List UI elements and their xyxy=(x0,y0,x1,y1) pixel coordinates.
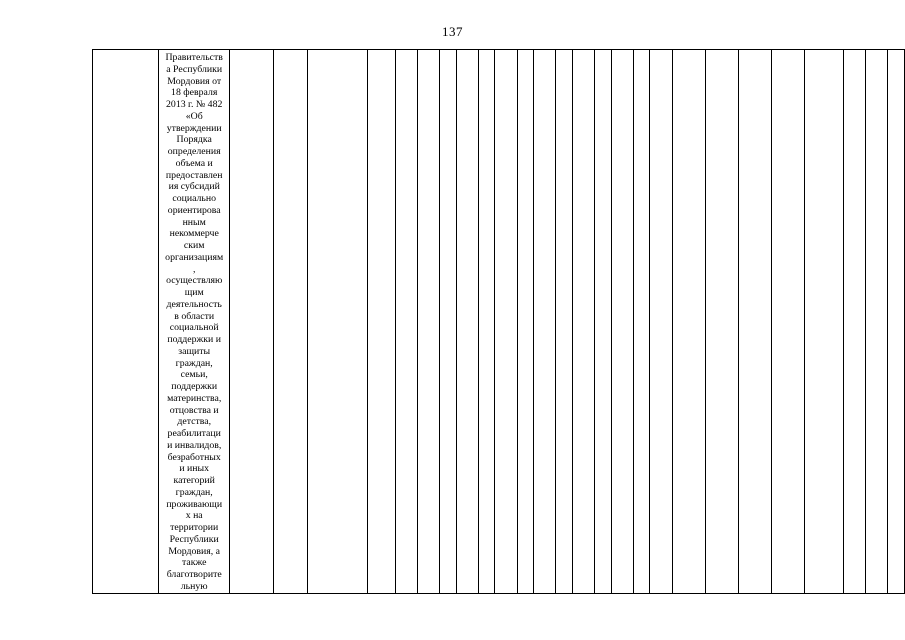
cell-text-line: Республики xyxy=(169,533,219,545)
table-cell xyxy=(495,50,517,594)
table-cell xyxy=(274,50,307,594)
cell-text-line: поддержки и xyxy=(167,334,221,345)
cell-text-line: организациям xyxy=(165,251,224,263)
table-cell xyxy=(888,50,905,594)
table-cell xyxy=(556,50,573,594)
cell-text-line: территории xyxy=(170,522,219,533)
cell-text-line: , xyxy=(192,263,196,275)
cell-text-line: деятельность xyxy=(166,298,222,310)
cell-text-line: благотворите xyxy=(166,569,222,580)
cell-text-line: ским xyxy=(183,240,205,251)
table-cell xyxy=(307,50,368,594)
cell-text-line: 18 февраля xyxy=(171,87,218,99)
cell-text-line: некоммерче xyxy=(169,228,219,240)
table-cell xyxy=(633,50,650,594)
cell-text-line: ия субсидий xyxy=(168,181,220,193)
cell-text-line: защиты xyxy=(178,345,211,357)
table-cell xyxy=(93,50,159,594)
cell-text-line: социальной xyxy=(169,322,219,334)
cell-text-line: реабилитаци xyxy=(167,428,221,439)
table-cell xyxy=(534,50,556,594)
table-cell xyxy=(456,50,478,594)
cell-text-line: определения xyxy=(167,146,221,157)
table-cell xyxy=(843,50,865,594)
table-cell xyxy=(595,50,612,594)
table-cell xyxy=(418,50,440,594)
table-cell xyxy=(772,50,805,594)
table-cell xyxy=(705,50,738,594)
cell-text-line: поддержки xyxy=(171,381,218,392)
table-cell xyxy=(230,50,274,594)
cell-text-line: семьи, xyxy=(180,369,208,381)
cell-text-line: материнства, xyxy=(167,392,222,404)
table-cell xyxy=(738,50,771,594)
cell-text-line: категорий xyxy=(173,475,215,486)
cell-text-line: ориентирова xyxy=(167,204,221,216)
cell-text-line: утверждении xyxy=(166,122,222,134)
cell-text-line: Правительств xyxy=(165,52,223,63)
cell-text-line: объема и xyxy=(175,157,213,169)
table-cell xyxy=(865,50,887,594)
cell-text-line: а Республики xyxy=(166,63,223,75)
table-cell xyxy=(572,50,594,594)
cell-text-line: социально xyxy=(172,193,217,204)
cell-text-line: нным xyxy=(182,216,206,228)
table-cell xyxy=(395,50,417,594)
cell-text-line: безработных xyxy=(167,451,221,463)
cell-text xyxy=(159,50,229,593)
cell-text-line: граждан, xyxy=(175,357,213,369)
cell-text-line: 2013 г. № 482 xyxy=(166,99,223,110)
page-number: 137 xyxy=(442,24,463,39)
cell-text-line: Мордовия, а xyxy=(168,545,221,557)
cell-text-line: Порядка xyxy=(176,134,212,146)
cell-text-line: проживающи xyxy=(166,498,223,510)
cell-text-line: «Об xyxy=(185,110,203,122)
table-cell xyxy=(611,50,633,594)
table-cell xyxy=(650,50,672,594)
table-cell xyxy=(368,50,396,594)
table-row xyxy=(93,50,905,594)
table-cell xyxy=(672,50,705,594)
cell-text-line: Мордовия от xyxy=(167,75,222,87)
data-table xyxy=(92,49,905,594)
table-cell xyxy=(805,50,844,594)
cell-text-line: в области xyxy=(174,310,215,322)
table-cell-legal-reference xyxy=(159,50,230,594)
cell-text-line: щим xyxy=(184,287,204,298)
cell-text-line: отцовства и xyxy=(169,404,219,416)
cell-text-line: льную xyxy=(180,580,208,592)
table-cell xyxy=(478,50,495,594)
cell-text-line: осуществляю xyxy=(166,275,223,287)
cell-text-line: х на xyxy=(185,510,203,522)
cell-text-line: и иных xyxy=(179,463,210,475)
table-cell xyxy=(440,50,457,594)
cell-text-line: и инвалидов, xyxy=(167,439,222,451)
cell-text-line: также xyxy=(181,557,207,569)
cell-text-line: граждан, xyxy=(175,486,213,498)
cell-text-line: детства, xyxy=(177,416,212,428)
cell-text-line: предоставлен xyxy=(165,169,223,181)
table-cell xyxy=(517,50,534,594)
